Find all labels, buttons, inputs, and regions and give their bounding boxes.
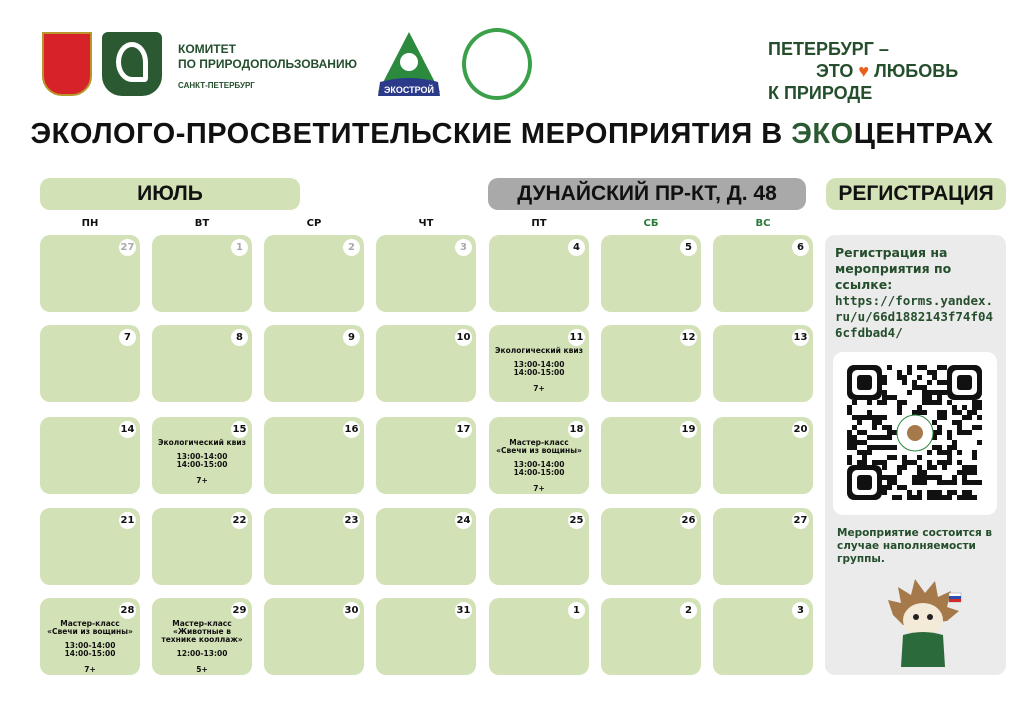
committee-name (178, 42, 357, 93)
calendar-day[interactable] (489, 508, 589, 585)
day-number: 2 (680, 602, 697, 619)
heart-icon: ♥ (858, 61, 870, 81)
day-number: 29 (231, 602, 248, 619)
calendar-day[interactable] (713, 598, 813, 675)
calendar-day[interactable] (152, 417, 252, 494)
calendar-day[interactable] (376, 417, 476, 494)
calendar-day[interactable] (152, 325, 252, 402)
day-number: 1 (568, 602, 585, 619)
day-number: 13 (792, 329, 809, 346)
committee-oak-leaf-logo (102, 32, 162, 96)
event-name: Мастер-класс «Свечи из вощины» (47, 619, 133, 636)
event-info (489, 347, 589, 393)
day-number: 7 (119, 329, 136, 346)
day-number: 6 (792, 239, 809, 256)
occupancy-note: Мероприятие состоится в случае наполняемости группы. (837, 527, 993, 565)
event-time: 14:00-15:00 (513, 368, 565, 377)
day-number: 18 (568, 421, 585, 438)
calendar-day[interactable] (713, 417, 813, 494)
day-number: 5 (680, 239, 697, 256)
calendar-day[interactable] (713, 325, 813, 402)
day-number: 12 (680, 329, 697, 346)
day-number: 23 (343, 512, 360, 529)
title-part1: ЭКОЛОГО-ПРОСВЕТИТЕЛЬСКИЕ МЕРОПРИЯТИЯ В (30, 118, 792, 150)
day-number: 16 (343, 421, 360, 438)
day-number: 9 (343, 329, 360, 346)
qr-code[interactable] (833, 352, 997, 515)
calendar-day[interactable] (40, 598, 140, 675)
event-time: 12:00-13:00 (176, 649, 228, 658)
calendar-day[interactable] (152, 598, 252, 675)
calendar-day[interactable] (601, 598, 701, 675)
calendar-day[interactable] (489, 598, 589, 675)
event-name: Экологический квиз (158, 438, 246, 447)
title-eco: ЭКО (791, 118, 854, 150)
calendar-day[interactable] (264, 235, 364, 312)
weekday-header: ВТ (194, 218, 210, 229)
weekday-header: ВС (755, 218, 771, 229)
slogan-line3: К ПРИРОДЕ (768, 83, 873, 103)
calendar-day[interactable] (376, 598, 476, 675)
event-info (40, 620, 140, 674)
calendar-day[interactable] (40, 235, 140, 312)
calendar-day[interactable] (489, 325, 589, 402)
calendar-day[interactable] (489, 235, 589, 312)
page-title (0, 118, 1024, 151)
day-number: 31 (455, 602, 472, 619)
calendar-day[interactable] (713, 508, 813, 585)
slogan (768, 38, 958, 104)
event-info (152, 439, 252, 485)
ecostroy-logo (374, 30, 444, 100)
calendar-day[interactable] (152, 508, 252, 585)
event-age: 7+ (196, 476, 208, 485)
day-number: 30 (343, 602, 360, 619)
day-number: 28 (119, 602, 136, 619)
committee-city: САНКТ-ПЕТЕРБУРГ (178, 81, 255, 90)
event-age: 7+ (533, 484, 545, 493)
calendar-day[interactable] (601, 417, 701, 494)
day-number: 14 (119, 421, 136, 438)
day-number: 11 (568, 329, 585, 346)
event-info (489, 439, 589, 493)
hedgehog-mascot-image (883, 575, 963, 670)
calendar-day[interactable] (40, 417, 140, 494)
calendar-day[interactable] (40, 325, 140, 402)
spb-coat-of-arms-logo (42, 32, 92, 96)
calendar-day[interactable] (264, 508, 364, 585)
committee-line2: ПО ПРИРОДОПОЛЬЗОВАНИЮ (178, 57, 357, 71)
calendar-day[interactable] (264, 598, 364, 675)
day-number: 26 (680, 512, 697, 529)
day-number: 27 (119, 239, 136, 256)
day-number: 3 (455, 239, 472, 256)
weekday-header: ПН (81, 218, 99, 229)
address-label: ДУНАЙСКИЙ ПР-КТ, Д. 48 (488, 178, 806, 210)
calendar-day[interactable] (601, 235, 701, 312)
slogan-line1: ПЕТЕРБУРГ – (768, 39, 889, 59)
day-number: 21 (119, 512, 136, 529)
weekday-header: СБ (643, 218, 659, 229)
calendar-day[interactable] (601, 508, 701, 585)
calendar-day[interactable] (264, 417, 364, 494)
event-info (152, 620, 252, 674)
day-number: 20 (792, 421, 809, 438)
month-label: ИЮЛЬ (40, 178, 300, 210)
event-age: 7+ (533, 384, 545, 393)
event-time: 14:00-15:00 (64, 649, 116, 658)
event-age: 7+ (84, 665, 96, 674)
event-time: 13:00-14:00 (513, 360, 565, 369)
day-number: 19 (680, 421, 697, 438)
event-time: 14:00-15:00 (513, 468, 565, 477)
event-time: 13:00-14:00 (64, 641, 116, 650)
day-number: 10 (455, 329, 472, 346)
day-number: 24 (455, 512, 472, 529)
calendar-day[interactable] (40, 508, 140, 585)
day-number: 8 (231, 329, 248, 346)
event-name: Мастер-класс «Свечи из вощины» (496, 438, 582, 455)
calendar-day[interactable] (376, 235, 476, 312)
day-number: 15 (231, 421, 248, 438)
title-part2: ЦЕНТРАХ (853, 118, 994, 150)
weekday-header: ПТ (531, 218, 547, 229)
event-age: 5+ (196, 665, 208, 674)
event-time: 13:00-14:00 (176, 452, 228, 461)
day-number: 2 (343, 239, 360, 256)
volunteer-center-logo (462, 28, 532, 100)
event-name: Экологический квиз (495, 346, 583, 355)
weekday-header: СР (306, 218, 322, 229)
calendar-day[interactable] (264, 325, 364, 402)
registration-heading: РЕГИСТРАЦИЯ (826, 178, 1006, 210)
calendar-day[interactable] (152, 235, 252, 312)
committee-line1: КОМИТЕТ (178, 42, 236, 56)
svg-text:ЭКОСТРОЙ: ЭКОСТРОЙ (383, 85, 435, 95)
weekday-header: ЧТ (418, 218, 434, 229)
calendar-day[interactable] (601, 325, 701, 402)
day-number: 1 (231, 239, 248, 256)
day-number: 27 (792, 512, 809, 529)
event-time: 14:00-15:00 (176, 460, 228, 469)
day-number: 22 (231, 512, 248, 529)
event-time: 13:00-14:00 (513, 460, 565, 469)
registration-text: Регистрация на мероприятия по ссылке: (835, 245, 952, 292)
calendar-day[interactable] (376, 325, 476, 402)
registration-link[interactable]: https://forms.yandex.ru/u/66d1882143f74f046cfdbad4/ (835, 293, 994, 340)
day-number: 3 (792, 602, 809, 619)
day-number: 17 (455, 421, 472, 438)
event-name: Мастер-класс «Животные в технике кооллаж» (161, 619, 243, 644)
calendar-day[interactable] (376, 508, 476, 585)
calendar-day[interactable] (713, 235, 813, 312)
calendar-day[interactable] (489, 417, 589, 494)
slogan-line2b: ЛЮБОВЬ (874, 61, 959, 81)
registration-panel (825, 235, 1006, 675)
slogan-line2a: ЭТО (816, 61, 854, 81)
day-number: 4 (568, 239, 585, 256)
day-number: 25 (568, 512, 585, 529)
